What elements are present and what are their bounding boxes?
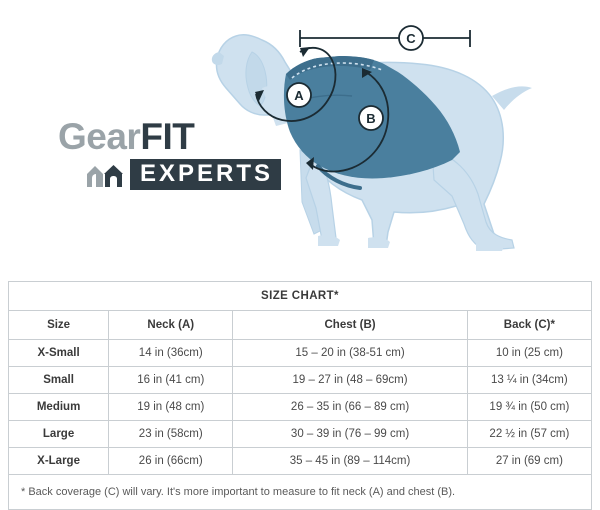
table-header-row [9,311,592,340]
cell-neck: 19 in (48 cm) [109,394,233,421]
callout-label-c: C [406,31,416,46]
measure-arrow-back [300,30,470,47]
cell-neck: 23 in (58cm) [109,421,233,448]
size-chart-table [8,281,592,510]
cell-back: 10 in (25 cm) [467,340,591,367]
callout-badge-c [399,26,423,50]
column-header-back: Back (C)* [467,311,591,340]
table-row [9,367,592,394]
cell-chest: 35 – 45 in (89 – 114cm) [233,448,467,475]
column-header-size: Size [9,311,109,340]
cell-size: X-Small [9,340,109,367]
table-row [9,394,592,421]
cell-chest: 26 – 35 in (66 – 89 cm) [233,394,467,421]
cell-back: 19 ¾ in (50 cm) [467,394,591,421]
cell-chest: 15 – 20 in (38-51 cm) [233,340,467,367]
cell-size: Medium [9,394,109,421]
column-header-neck: Neck (A) [109,311,233,340]
column-header-chest: Chest (B) [233,311,467,340]
cell-chest: 30 – 39 in (76 – 99 cm) [233,421,467,448]
cell-chest: 19 – 27 in (48 – 69cm) [233,367,467,394]
cell-neck: 16 in (41 cm) [109,367,233,394]
cell-neck: 14 in (36cm) [109,340,233,367]
callout-label-a: A [294,88,304,103]
size-chart-title: SIZE CHART* [9,282,592,311]
logo-wordmark-top [58,118,268,156]
cell-size: Large [9,421,109,448]
cell-back: 13 ¼ in (34cm) [467,367,591,394]
logo-word-experts: EXPERTS [130,159,281,190]
callout-badge-a [287,83,311,107]
cell-neck: 26 in (66cm) [109,448,233,475]
cell-size: Small [9,367,109,394]
table-row [9,340,592,367]
table-row [9,421,592,448]
table-title-row [9,282,592,311]
callout-label-b: B [366,111,376,126]
logo-word-fit: FIT [140,116,195,157]
dog-house-icon [84,160,124,190]
cell-back: 27 in (69 cm) [467,448,591,475]
cell-back: 22 ½ in (57 cm) [467,421,591,448]
brand-logo [58,116,274,198]
callout-badge-b [359,106,383,130]
logo-wordmark-bottom [84,159,274,190]
cell-size: X-Large [9,448,109,475]
logo-word-gear: Gear [58,116,141,157]
size-chart-footnote: * Back coverage (C) will vary. It's more important to measure to fit neck (A) and chest (B). [9,475,592,510]
table-row [9,448,592,475]
table-footnote-row [9,475,592,510]
